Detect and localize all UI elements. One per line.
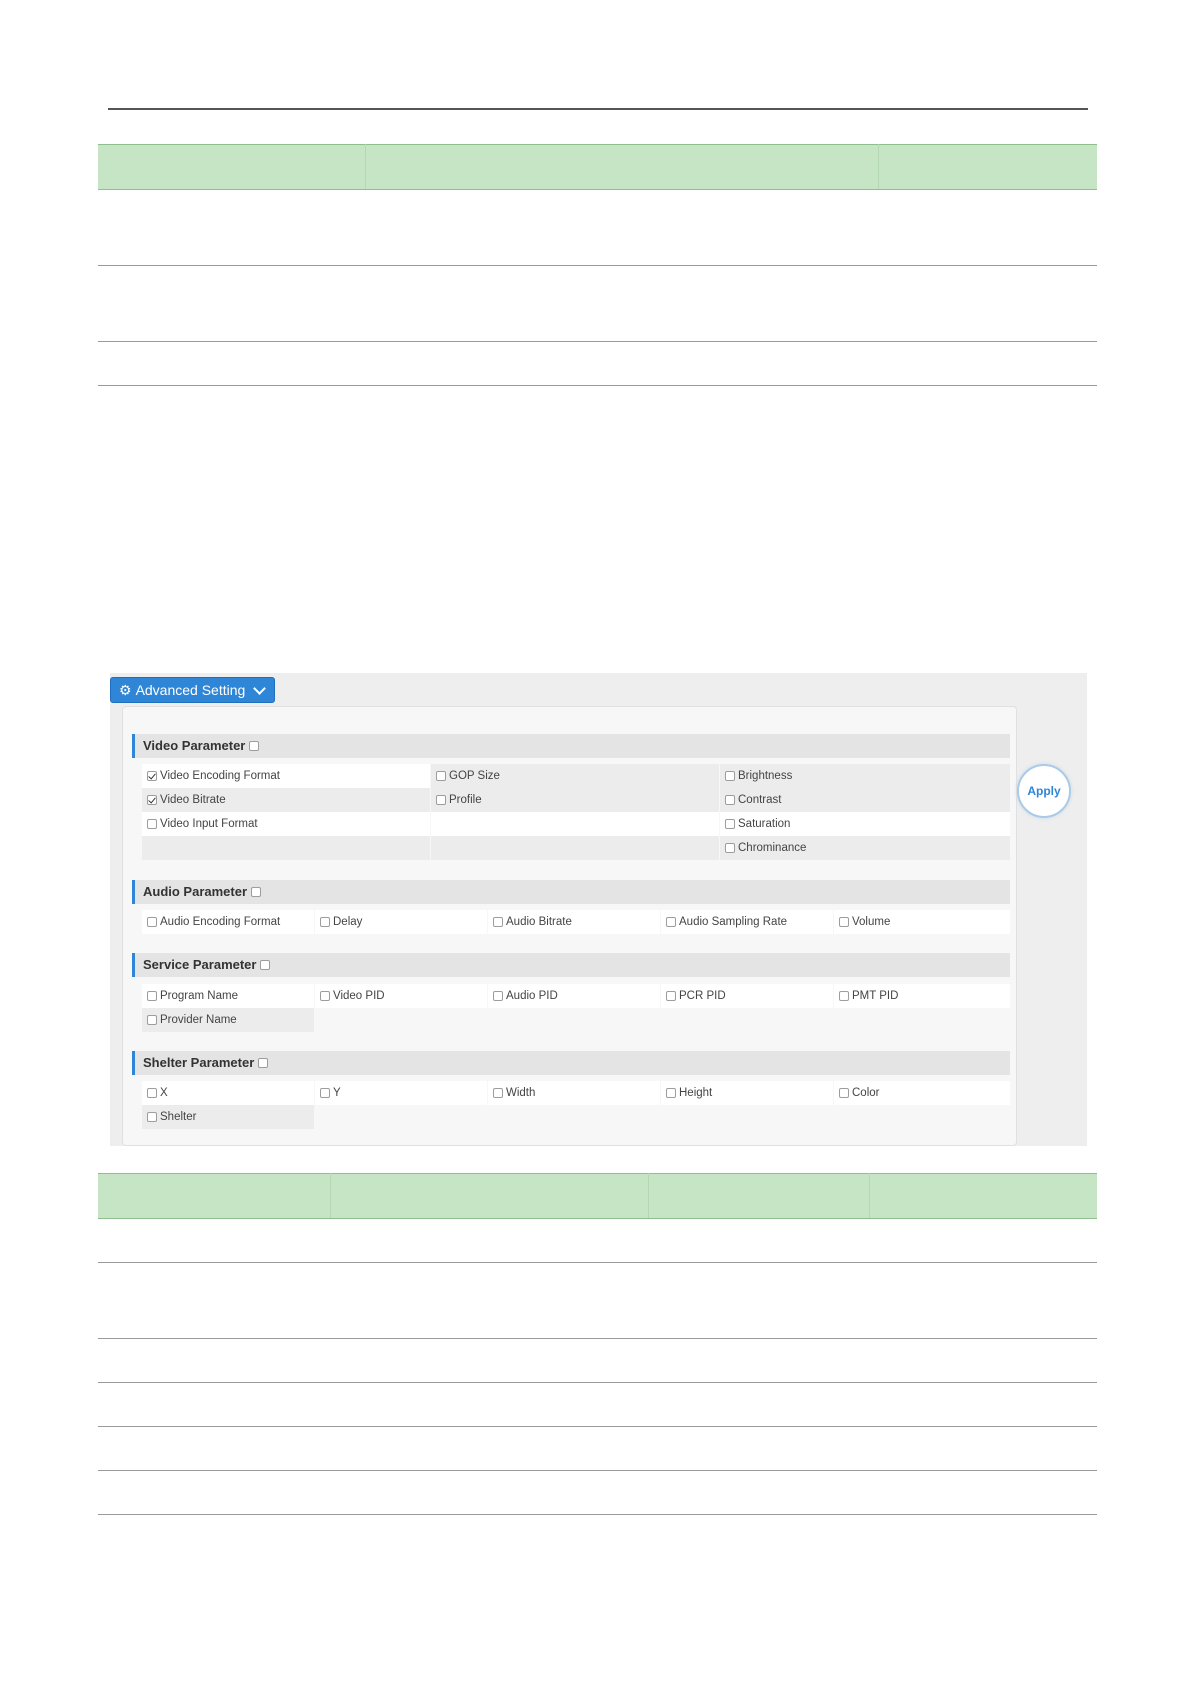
checkbox[interactable]	[839, 1088, 849, 1098]
checkbox[interactable]	[725, 795, 735, 805]
table-row	[98, 1339, 1097, 1383]
service-parameter-select-all-checkbox[interactable]	[260, 960, 270, 970]
option-delay[interactable]: Delay	[315, 910, 487, 934]
checkbox[interactable]	[147, 1015, 157, 1025]
section-title: Audio Parameter	[143, 884, 248, 899]
table-header-cell	[878, 145, 1097, 190]
option-x[interactable]: X	[142, 1081, 314, 1105]
checkbox[interactable]	[320, 917, 330, 927]
table-row	[98, 1219, 1097, 1263]
checkbox[interactable]	[493, 991, 503, 1001]
table-header-cell	[869, 1174, 1097, 1219]
gear-icon: ⚙	[119, 682, 132, 698]
chevron-down-icon	[253, 682, 266, 695]
audio-parameter-header	[132, 880, 1010, 904]
checkbox[interactable]	[147, 917, 157, 927]
table-row	[98, 1471, 1097, 1515]
checkbox[interactable]	[147, 795, 157, 805]
checkbox[interactable]	[666, 1088, 676, 1098]
section-title: Video Parameter	[143, 738, 246, 753]
option-audio-pid[interactable]: Audio PID	[488, 984, 660, 1008]
service-parameter-header	[132, 953, 1010, 977]
option-video-bitrate[interactable]: Video Bitrate	[142, 788, 430, 812]
document-table-bottom	[98, 1173, 1097, 1515]
checkbox[interactable]	[436, 771, 446, 781]
checkbox[interactable]	[839, 917, 849, 927]
option-chrominance[interactable]: Chrominance	[720, 836, 1010, 860]
checkbox[interactable]	[725, 843, 735, 853]
advanced-setting-panel	[110, 673, 1087, 1146]
checkbox[interactable]	[666, 991, 676, 1001]
table-header-cell	[330, 1174, 648, 1219]
option-video-pid[interactable]: Video PID	[315, 984, 487, 1008]
checkbox[interactable]	[320, 991, 330, 1001]
parameter-form	[122, 706, 1017, 1146]
option-pmt-pid[interactable]: PMT PID	[834, 984, 1010, 1008]
option-audio-encoding-format[interactable]: Audio Encoding Format	[142, 910, 314, 934]
section-title: Service Parameter	[143, 957, 257, 972]
checkbox[interactable]	[147, 771, 157, 781]
option-gop-size[interactable]: GOP Size	[431, 764, 719, 788]
table-header-cell	[365, 145, 878, 190]
option-video-input-format[interactable]: Video Input Format	[142, 812, 430, 836]
option-brightness[interactable]: Brightness	[720, 764, 1010, 788]
checkbox[interactable]	[147, 1088, 157, 1098]
option-video-encoding-format[interactable]: Video Encoding Format	[142, 764, 430, 788]
checkbox[interactable]	[493, 1088, 503, 1098]
shelter-parameter-header	[132, 1051, 1010, 1075]
option-saturation[interactable]: Saturation	[720, 812, 1010, 836]
option-program-name[interactable]: Program Name	[142, 984, 314, 1008]
advanced-setting-label: Advanced Setting	[135, 682, 246, 698]
checkbox[interactable]	[320, 1088, 330, 1098]
section-title: Shelter Parameter	[143, 1055, 255, 1070]
option-y[interactable]: Y	[315, 1081, 487, 1105]
table-row	[98, 1427, 1097, 1471]
empty-cell	[142, 836, 430, 860]
checkbox[interactable]	[436, 795, 446, 805]
table-header-row	[98, 145, 1097, 190]
table-row	[98, 1383, 1097, 1427]
option-shelter[interactable]: Shelter	[142, 1105, 314, 1129]
checkbox[interactable]	[666, 917, 676, 927]
table-row	[98, 190, 1097, 266]
checkbox[interactable]	[147, 1112, 157, 1122]
table-row	[98, 342, 1097, 386]
checkbox[interactable]	[839, 991, 849, 1001]
empty-cell	[431, 812, 719, 836]
option-volume[interactable]: Volume	[834, 910, 1010, 934]
checkbox[interactable]	[147, 819, 157, 829]
table-header-cell	[98, 145, 365, 190]
checkbox[interactable]	[725, 771, 735, 781]
option-contrast[interactable]: Contrast	[720, 788, 1010, 812]
table-header-cell	[648, 1174, 869, 1219]
option-audio-bitrate[interactable]: Audio Bitrate	[488, 910, 660, 934]
checkbox[interactable]	[725, 819, 735, 829]
option-width[interactable]: Width	[488, 1081, 660, 1105]
table-row	[98, 1263, 1097, 1339]
checkbox[interactable]	[147, 991, 157, 1001]
option-pcr-pid[interactable]: PCR PID	[661, 984, 833, 1008]
apply-button[interactable]: Apply	[1017, 764, 1071, 818]
table-header-row	[98, 1174, 1097, 1219]
shelter-parameter-select-all-checkbox[interactable]	[258, 1058, 268, 1068]
page-header-rule	[108, 108, 1088, 110]
option-height[interactable]: Height	[661, 1081, 833, 1105]
advanced-setting-button[interactable]	[110, 677, 275, 703]
option-profile[interactable]: Profile	[431, 788, 719, 812]
table-header-cell	[98, 1174, 330, 1219]
empty-cell	[431, 836, 719, 860]
audio-parameter-select-all-checkbox[interactable]	[251, 887, 261, 897]
document-table-top	[98, 144, 1097, 386]
option-audio-sampling-rate[interactable]: Audio Sampling Rate	[661, 910, 833, 934]
checkbox[interactable]	[493, 917, 503, 927]
option-provider-name[interactable]: Provider Name	[142, 1008, 314, 1032]
table-row	[98, 266, 1097, 342]
video-parameter-header	[132, 734, 1010, 758]
video-parameter-select-all-checkbox[interactable]	[249, 741, 259, 751]
option-color[interactable]: Color	[834, 1081, 1010, 1105]
